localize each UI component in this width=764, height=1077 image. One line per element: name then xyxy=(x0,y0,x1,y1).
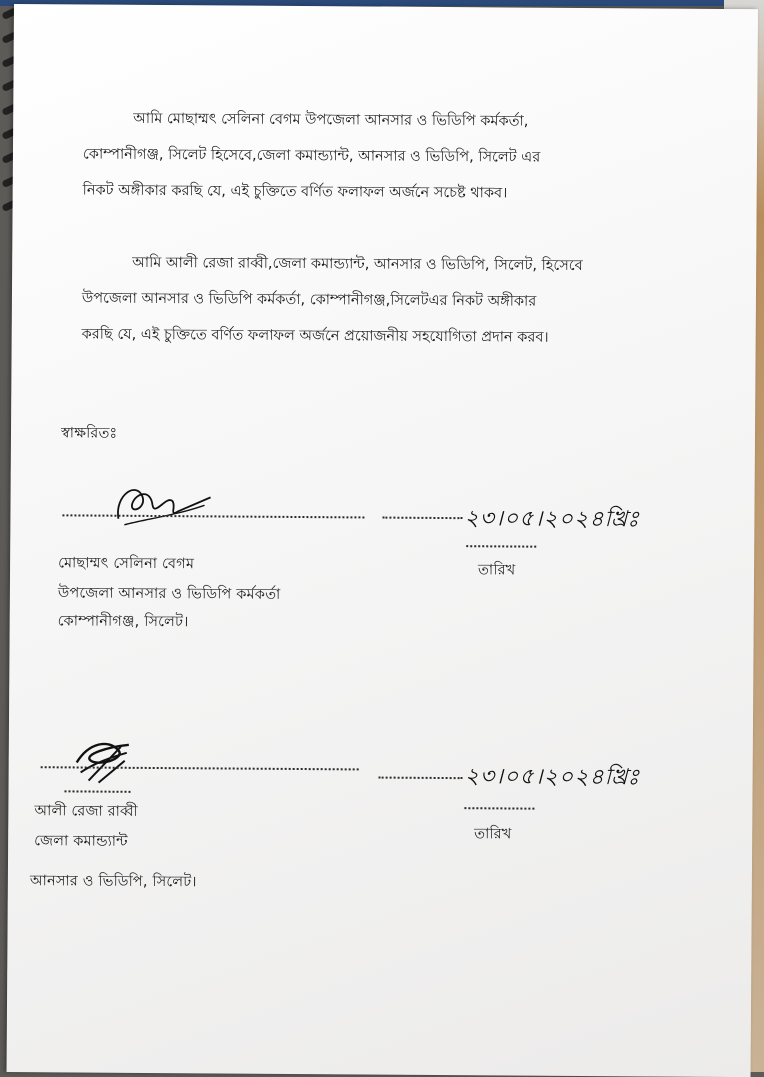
commitment-paragraph-2 xyxy=(82,244,643,356)
handwritten-date-1: ২৩।০৫।২০২৪খ্রিঃ xyxy=(464,506,641,533)
signature-2 xyxy=(69,732,139,790)
paragraph-line: উপজেলা আনসার ও ভিডিপি কর্মকর্তা, কোম্পানীগঞ্জ,সিলেটএর নিকট অঙ্গীকার xyxy=(81,290,537,310)
paragraph-line: কোম্পানীগঞ্জ, সিলেট হিসেবে,জেলা কমান্ড্যান্ট, আনসার ও ভিডিপি, সিলেট এর xyxy=(82,146,541,166)
signer-2-designation: জেলা কমান্ড্যান্ট xyxy=(34,833,128,850)
paragraph-line: নিকট অঙ্গীকার করছি যে, এই চুক্তিতে বর্ণিত ফলাফল অর্জনে সচেষ্ট থাকব। xyxy=(82,182,508,202)
date-label-1: তারিখ xyxy=(478,562,516,579)
date-label-2: তারিখ xyxy=(474,826,512,843)
signer-2-office: আনসার ও ভিডিপি, সিলেট। xyxy=(29,873,197,891)
date-line-2 xyxy=(379,777,463,780)
signed-label: স্বাক্ষরিতঃ xyxy=(60,425,118,442)
date-underline-2 xyxy=(464,807,534,809)
signature-underline-2 xyxy=(64,790,130,792)
handwritten-date-2: ২৩।০৫।২০২৪খ্রিঃ xyxy=(464,764,641,791)
signer-1-designation: উপজেলা আনসার ও ভিডিপি কর্মকর্তা xyxy=(57,585,281,603)
date-underline-1 xyxy=(466,545,536,547)
signer-2-name: আলী রেজা রাব্বী xyxy=(34,803,138,820)
signature-1 xyxy=(106,475,216,538)
signer-1-name: মোছাম্মৎ সেলিনা বেগম xyxy=(58,555,195,573)
date-line-1 xyxy=(382,517,462,520)
document-page xyxy=(7,4,758,1077)
paragraph-line: করছি যে, এই চুক্তিতে বর্ণিত ফলাফল অর্জনে প্রয়োজনীয় সহযোগিতা প্রদান করব। xyxy=(81,326,549,346)
commitment-paragraph-1 xyxy=(83,100,644,212)
paragraph-line: আমি আলী রেজা রাব্বী,জেলা কমান্ড্যান্ট, আনসার ও ভিডিপি, সিলেট, হিসেবে xyxy=(132,254,583,274)
signer-1-place: কোম্পানীগঞ্জ, সিলেট। xyxy=(57,613,189,631)
paragraph-line: আমি মোছাম্মৎ সেলিনা বেগম উপজেলা আনসার ও ভিডিপি কর্মকর্তা, xyxy=(133,110,529,130)
